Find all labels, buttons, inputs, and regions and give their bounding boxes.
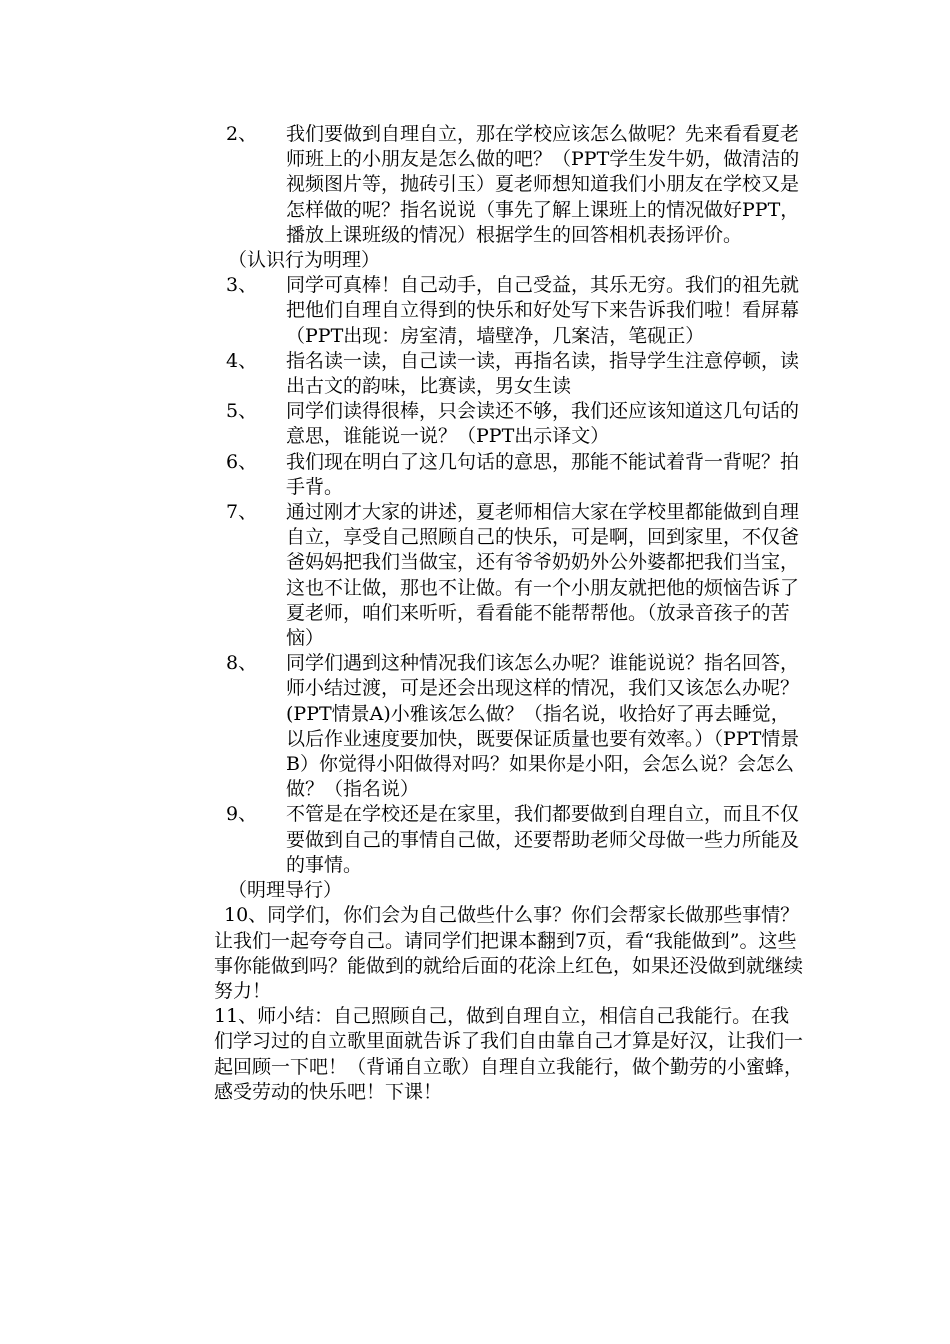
paragraph: 10、同学们，你们会为自己做些什么事？你们会帮家长做那些事情？让我们一起夸夸自己。请同学们把课本翻到7页，看“我能做到”。这些事你能做到吗？能做到的就给后面的花涂上红色，如果还没做到就继续努力！ [214,904,804,1002]
section-heading: （认识行为明理） [228,249,381,272]
item-text: 指名读一读，自己读一读，再指名读，指导学生注意停顿，读出古文的韵味，比赛读，男女生读 [286,349,800,398]
numbered-item [214,349,808,399]
numbered-item [214,651,808,802]
item-number: 7、 [226,501,258,524]
item-number: 4、 [226,349,258,372]
item-number: 2、 [226,123,258,145]
item-number: 3、 [226,274,258,297]
numbered-item [214,273,808,349]
numbered-item [214,399,808,449]
item-number: 9、 [226,803,258,826]
paragraph: 11、师小结：自己照顾自己，做到自理自立，相信自己我能行。在我们学习过的自立歌里面就告诉了我们自由靠自己才算是好汉，让我们一起回顾一下吧！（背诵自立歌）自理自立我能行，做个勤劳的小蜜蜂，感受劳动的快乐吧！下课！ [214,1005,804,1103]
item-text: 我们要做到自理自立，那在学校应该怎么做呢？先来看看夏老师班上的小朋友是怎么做的吧？（PPT学生发牛奶，做清洁的视频图片等，抛砖引玉）夏老师想知道我们小朋友在学校又是怎样做的呢？指名说说（事先了解上课班上的情况做好PPT，播放上课班级的情况）根据学生的回答相机表扬评价。 [286,123,800,246]
item-text: 通过刚才大家的讲述，夏老师相信大家在学校里都能做到自理自立，享受自己照顾自己的快乐，可是啊，回到家里，不仅爸爸妈妈把我们当做宝，还有爷爷奶奶外公外婆都把我们当宝，这也不让做，那也不让做。有一个小朋友就把他的烦恼告诉了夏老师，咱们来听听，看看能不能帮帮他。（放录音孩子的苦恼） [286,501,800,650]
item-text: 同学们读得很棒，只会读还不够，我们还应该知道这几句话的意思，谁能说一说？（PPT出示译文） [286,400,800,448]
item-text: 同学们遇到这种情况我们该怎么办呢？谁能说说？指名回答，师小结过渡，可是还会出现这样的情况，我们又该怎么办呢？(PPT情景A)小雅该怎么做？（指名说，收拾好了再去睡觉，以后作业速度要加快，既要保证质量也要有效率。）（PPT情景B）你觉得小阳做得对吗？如果你是小阳，会怎么说？会怎么做？（指名说） [286,652,800,801]
numbered-item [214,450,808,500]
item-number: 5、 [226,400,258,423]
numbered-item [214,802,808,878]
numbered-item [214,500,808,651]
item-number: 6、 [226,450,258,473]
item-text: 我们现在明白了这几句话的意思，那能不能试着背一背呢？拍手背。 [286,450,800,498]
numbered-item [214,122,808,248]
item-number: 8、 [226,652,258,675]
document-body [214,122,808,1105]
item-text: 不管是在学校还是在家里，我们都要做到自理自立，而且不仅要做到自己的事情自己做，还要帮助老师父母做一些力所能及的事情。 [286,803,800,876]
item-text: 同学可真棒！自己动手，自己受益，其乐无穷。我们的祖先就把他们自理自立得到的快乐和好处写下来告诉我们啦！看屏幕（PPT出现：房室清，墙壁净，几案洁，笔砚正） [286,274,800,347]
section-heading: （明理导行） [228,879,343,902]
